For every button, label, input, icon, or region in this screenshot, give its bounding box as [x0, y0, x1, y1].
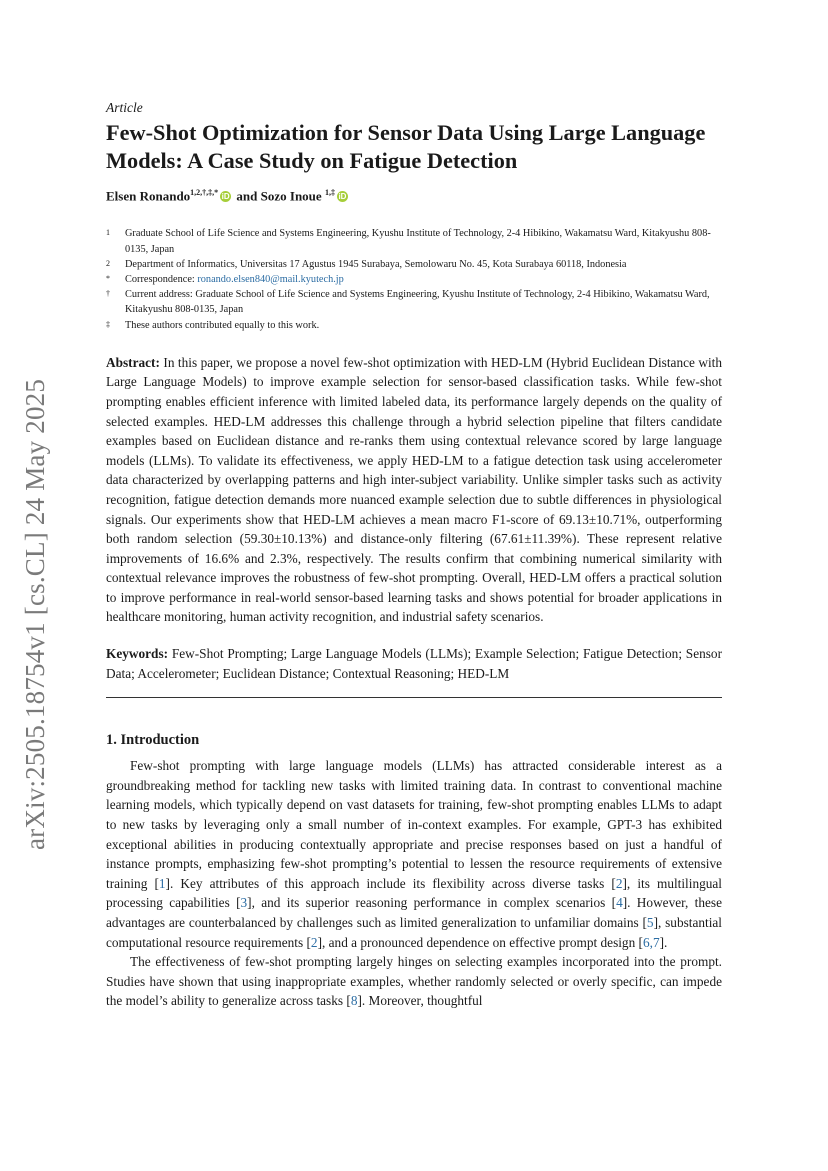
- citation-link[interactable]: 2: [615, 875, 623, 891]
- abstract: [106, 353, 722, 627]
- keywords-text: Few-Shot Prompting; Large Language Models (LLMs); Example Selection; Fatigue Detection; Sensor Data; Accelerometer; Euclidean Distance; Contextual Reasoning; HED-LM: [106, 646, 723, 681]
- affiliation-item: [106, 287, 722, 317]
- citation-link[interactable]: 1: [158, 875, 166, 891]
- paragraph-text: ]. Moreover, thoughtful: [357, 993, 483, 1009]
- correspondence-email-link[interactable]: ronando.elsen840@mail.kyutech.jp: [197, 273, 344, 285]
- affiliation-text: Department of Informatics, Universitas 17 Agustus 1945 Surabaya, Semolowaru No. 45, Kota Surabaya 60118, Indonesia: [125, 258, 627, 270]
- article-type-label: Article: [106, 100, 143, 115]
- body-paragraph: [106, 756, 722, 952]
- author-superscript: 1,2,†,‡,*: [190, 188, 219, 197]
- affiliation-marker: *: [106, 273, 110, 283]
- paragraph-text: ]. Key attributes of this approach include its flexibility across diverse tasks [: [165, 875, 616, 891]
- orcid-icon[interactable]: iD: [338, 192, 347, 202]
- abstract-label: Abstract:: [106, 354, 160, 370]
- keywords-label: Keywords:: [106, 646, 169, 662]
- correspondence-item: [106, 272, 722, 287]
- affiliation-item: [106, 318, 722, 333]
- affiliation-marker: †: [106, 289, 110, 299]
- keywords: [106, 644, 722, 683]
- author-line: [106, 188, 722, 204]
- section-heading: 1. Introduction: [106, 732, 200, 749]
- citation-link[interactable]: 5: [646, 915, 654, 930]
- author-name: Elsen Ronando: [106, 188, 191, 204]
- correspondence-label: Correspondence:: [125, 273, 198, 285]
- affiliation-list: [106, 226, 722, 332]
- abstract-text: In this paper, we propose a novel few-shot optimization with HED-LM (Hybrid Euclidean Distance with Large Language Models) to improve example selection for sensor-based classification tasks. While few-shot prompting enables efficient inference with limited labeled data, its performance largely depends on the quality of selected examples. HED-LM addresses this challenge through a hybrid selection pipeline that filters candidate examples based on Euclidean distance and re-ranks them using contextual relevance scored by large language models (LLMs). To validate its effectiveness, we apply HED-LM to a fatigue detection task using accelerometer data characterized by overlapping patterns and high inter-subject variability. Unlike simpler tasks such as activity recognition, fatigue detection demands more nuanced example selection due to subtle differences in physiological signals. Our experiments show that HED-LM achieves a mean macro F1-score of 69.13±10.71%, outperforming both random selection (59.30±10.13%) and distance-only filtering (67.61±11.39%). These represent relative improvements of 16.6% and 2.3%, respectively. The results confirm that combining numerical similarity with contextual relevance improves the robustness of few-shot prompting. Overall, HED-LM offers a practical solution to improve performance in real-world sensor-based learning tasks and shows potential for broader applications in healthcare monitoring, human activity recognition, and industrial safety scenarios.: [106, 354, 722, 625]
- citation-link[interactable]: 4: [616, 895, 623, 911]
- affiliation-marker: 1: [106, 228, 110, 238]
- affiliation-item: [106, 226, 722, 256]
- section-divider: [106, 697, 722, 698]
- paragraph-text: ], substantial computational resource requirements [: [106, 915, 722, 950]
- author-conjunction: and: [236, 188, 258, 204]
- paragraph-text: ].: [659, 934, 668, 950]
- correspondence-text: [125, 272, 722, 287]
- affiliation-marker: ‡: [106, 319, 110, 329]
- affiliation-text: Graduate School of Life Science and Systems Engineering, Kyushu Institute of Technology, 2-4 Hibikino, Wakamatsu Ward, Kitakyushu 808-0135, Japan: [125, 228, 711, 255]
- citation-link[interactable]: 2: [310, 934, 318, 950]
- author-name: Sozo Inoue: [260, 188, 322, 204]
- orcid-icon[interactable]: iD: [221, 192, 230, 202]
- paragraph-text: ], and its superior reasoning performance in complex scenarios [: [247, 895, 617, 911]
- citation-link[interactable]: 3: [240, 895, 248, 911]
- affiliation-item: [106, 257, 722, 272]
- citation-link[interactable]: 8: [350, 993, 358, 1009]
- affiliation-text: Current address: Graduate School of Life Science and Systems Engineering, Kyushu Institute of Technology, 2-4 Hibikino, Wakamatsu Ward, Kitakyushu 808-0135, Japan: [125, 289, 710, 316]
- paragraph-text: The effectiveness of few-shot prompting largely hinges on selecting examples incorporated into the prompt. Studies have shown that using inappropriate examples, whether randomly selected or overly specific, can impede the model’s ability to generalize across tasks [: [106, 954, 722, 1009]
- citation-link[interactable]: 6,7: [642, 934, 660, 950]
- paragraph-text: Few-shot prompting with large language models (LLMs) has attracted considerable interest as a groundbreaking method for tackling new tasks with limited training data. In contrast to conventional machine learning models, which typically depend on vast datasets for training, few-shot prompting enables LLMs to adapt to new tasks by leveraging only a small number of in-context examples. For example, GPT-3 has exhibited exceptional abilities in producing contextually appropriate and precise responses based on just a handful of instance prompts, emphasizing few-shot prompting’s potential to lessen the resource requirements of extensive training [: [106, 758, 722, 891]
- affiliation-text: These authors contributed equally to this work.: [125, 319, 320, 331]
- main-content: [106, 100, 722, 1011]
- paragraph-text: ], and a pronounced dependence on effective prompt design [: [317, 934, 643, 950]
- body-paragraph: [106, 952, 722, 1011]
- paragraph-text: ]. However, these advantages are counterbalanced by challenges such as limited generalization to unfamiliar domains [: [106, 895, 722, 930]
- arxiv-identifier[interactable]: arXiv:2505.18754v1 [cs.CL] 24 May 2025: [20, 378, 50, 850]
- affiliation-marker: 2: [106, 258, 110, 268]
- paper-title: Few-Shot Optimization for Sensor Data Using Large Language Models: A Case Study on Fatigue Detection: [106, 120, 706, 173]
- author-superscript: 1,‡: [324, 188, 335, 197]
- paragraph-text: ], its multilingual processing capabilities [: [106, 875, 722, 911]
